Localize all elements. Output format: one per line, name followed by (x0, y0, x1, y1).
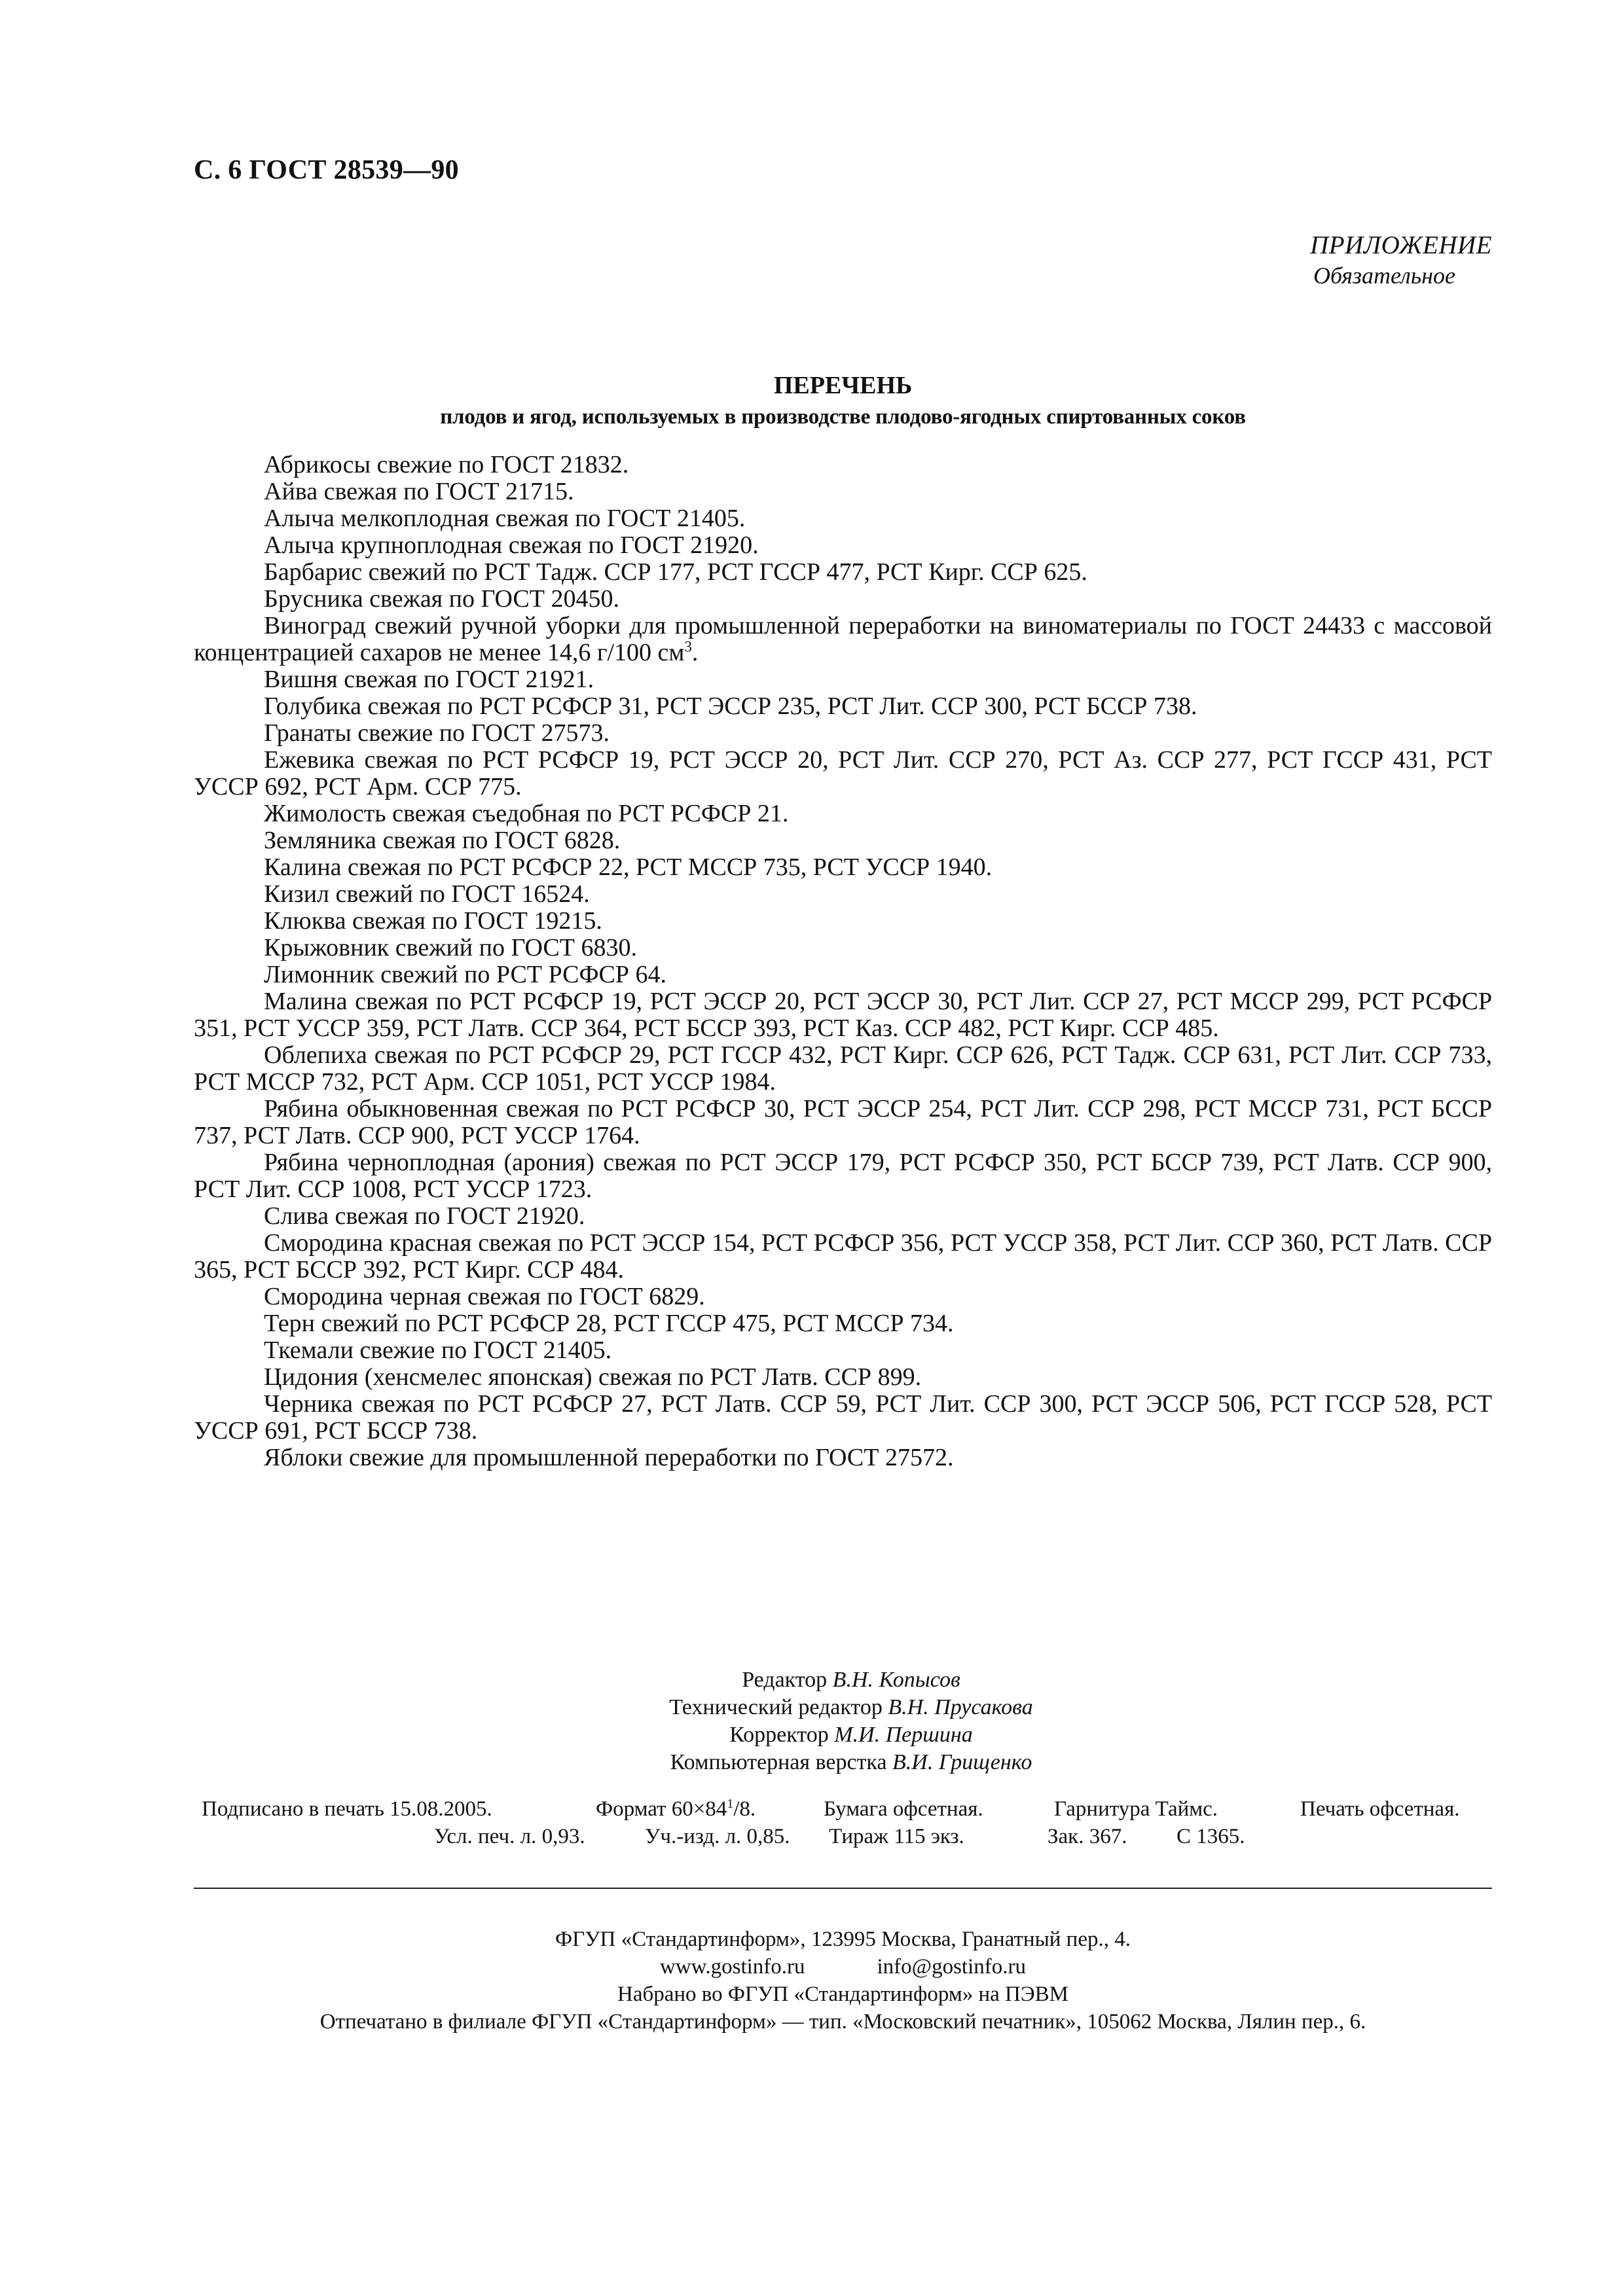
list-item: Гранаты свежие по ГОСТ 27573. (264, 719, 610, 747)
publisher-footer (194, 1926, 1492, 2036)
list-item: Алыча мелкоплодная свежая по ГОСТ 21405. (264, 505, 746, 532)
superscript: 1 (727, 1797, 734, 1811)
list-title: ПЕРЕЧЕНЬ (773, 372, 913, 399)
list-item: Клюква свежая по ГОСТ 19215. (264, 907, 602, 935)
print-type: Печать офсетная. (1300, 1797, 1460, 1821)
list-item: Ежевика свежая по РСТ РСФСР 19, РСТ ЭССР 20, РСТ Лит. ССР 270, РСТ Аз. ССР 277, РСТ ГССР 431, РСТ УССР 692, РСТ Арм. ССР 775. (194, 746, 1492, 800)
printed-sheets: Усл. печ. л. 0,93. (434, 1825, 585, 1848)
paper-type: Бумага офсетная. (824, 1797, 983, 1821)
website-link[interactable]: www.gostinfo.ru (660, 1955, 805, 1979)
list-item: Яблоки свежие для промышленной переработки по ГОСТ 27572. (264, 1444, 954, 1471)
typeface: Гарнитура Таймс. (1054, 1797, 1218, 1821)
fruit-list (194, 452, 1492, 1471)
list-item: Терн свежий по РСТ РСФСР 28, РСТ ГССР 475, РСТ МССР 734. (264, 1310, 954, 1337)
proofreader-role: Корректор (729, 1723, 829, 1747)
code: С 1365. (1176, 1825, 1245, 1848)
tech-editor-line (642, 1694, 1061, 1721)
divider (194, 1888, 1492, 1889)
contact-line (194, 1953, 1492, 1981)
order-number: Зак. 367. (1048, 1825, 1127, 1848)
tech-editor-role: Технический редактор (669, 1695, 883, 1719)
list-item: Смородина черная свежая по ГОСТ 6829. (264, 1283, 705, 1310)
list-item: Рябина обыкновенная свежая по РСТ РСФСР 30, РСТ ЭССР 254, РСТ Лит. ССР 298, РСТ МССР 731, РСТ БССР 737, РСТ Латв. ССР 900, РСТ УССР 1764. (194, 1095, 1492, 1149)
list-item: Голубика свежая по РСТ РСФСР 31, РСТ ЭССР 235, РСТ Лит. ССР 300, РСТ БССР 738. (264, 692, 1197, 720)
list-item: Малина свежая по РСТ РСФСР 19, РСТ ЭССР 20, РСТ ЭССР 30, РСТ Лит. ССР 27, РСТ МССР 299, РСТ РСФСР 351, РСТ УССР 359, РСТ Латв. ССР 364, РСТ БССР 393, РСТ Каз. ССР 482, РСТ Кирг. ССР 485. (194, 988, 1492, 1042)
list-item-end: . (691, 639, 699, 666)
layout-line (642, 1749, 1061, 1776)
list-item: Айва свежая по ГОСТ 21715. (264, 478, 574, 505)
editor-name: В.Н. Копысов (832, 1668, 960, 1692)
paper-format (596, 1796, 756, 1822)
editor-line (642, 1666, 1061, 1694)
list-item: Кизил свежий по ГОСТ 16524. (264, 880, 590, 908)
publisher-address: ФГУП «Стандартинформ», 123995 Москва, Гранатный пер., 4. (555, 1928, 1131, 1951)
list-item: Брусника свежая по ГОСТ 20450. (264, 585, 619, 613)
email-link[interactable]: info@gostinfo.ru (877, 1955, 1026, 1979)
signed-date: Подписано в печать 15.08.2005. (202, 1797, 492, 1821)
list-item: Калина свежая по РСТ РСФСР 22, РСТ МССР 735, РСТ УССР 1940. (264, 853, 993, 881)
layout-name: В.И. Грищенко (892, 1750, 1032, 1774)
proofreader-line (642, 1721, 1061, 1749)
list-item: Земляника свежая по ГОСТ 6828. (264, 827, 621, 854)
editor-role: Редактор (742, 1668, 828, 1692)
printed-note: Отпечатано в филиале ФГУП «Стандартинформ» — тип. «Московский печатник», 105062 Москва, Лялин пер., 6. (319, 2010, 1366, 2034)
list-item: Ткемали свежие по ГОСТ 21405. (264, 1336, 612, 1364)
list-subtitle: плодов и ягод, используемых в производстве плодово-ягодных спиртованных соков (440, 405, 1246, 429)
credits-block (642, 1666, 1061, 1776)
layout-role: Компьютерная верстка (670, 1750, 887, 1774)
list-heading (194, 370, 1492, 433)
list-item: Алыча крупноплодная свежая по ГОСТ 21920. (264, 531, 759, 559)
list-item: Черника свежая по РСТ РСФСР 27, РСТ Латв. ССР 59, РСТ Лит. ССР 300, РСТ ЭССР 506, РСТ ГССР 528, РСТ УССР 691, РСТ БССР 738. (194, 1390, 1492, 1444)
format-prefix: Формат 60×84 (596, 1797, 727, 1821)
edition-sheets: Уч.-изд. л. 0,85. (645, 1825, 790, 1848)
list-item: Абрикосы свежие по ГОСТ 21832. (264, 451, 629, 478)
appendix-title: ПРИЛОЖЕНИЕ (1310, 231, 1492, 259)
format-suffix: /8. (733, 1797, 756, 1821)
list-item: Цидония (хенсмелес японская) свежая по РСТ Латв. ССР 899. (264, 1363, 922, 1391)
page-header: С. 6 ГОСТ 28539—90 (194, 155, 459, 185)
typeset-note: Набрано во ФГУП «Стандартинформ» на ПЭВМ (617, 1982, 1069, 2006)
list-item: Жимолость свежая съедобная по РСТ РСФСР 21. (264, 800, 789, 827)
list-item: Облепиха свежая по РСТ РСФСР 29, РСТ ГССР 432, РСТ Кирг. ССР 626, РСТ Тадж. ССР 631, РСТ Лит. ССР 733, РСТ МССР 732, РСТ Арм. ССР 1051, РСТ УССР 1984. (194, 1041, 1492, 1096)
appendix-subtitle: Обязательное (1313, 262, 1455, 289)
list-item: Крыжовник свежий по ГОСТ 6830. (264, 934, 637, 961)
list-item (194, 613, 1492, 666)
list-item: Вишня свежая по ГОСТ 21921. (264, 666, 594, 693)
list-item: Рябина черноплодная (арония) свежая по РСТ ЭССР 179, РСТ РСФСР 350, РСТ БССР 739, РСТ Латв. ССР 900, РСТ Лит. ССР 1008, РСТ УССР 1723. (194, 1149, 1492, 1203)
list-item: Смородина красная свежая по РСТ ЭССР 154, РСТ РСФСР 356, РСТ УССР 358, РСТ Лит. ССР 360, РСТ Латв. ССР 365, РСТ БССР 392, РСТ Кирг. ССР 484. (194, 1229, 1492, 1283)
list-item-text: Виноград свежий ручной уборки для промышленной переработки на виноматериалы по ГОСТ 24433 с массовой концентрацией сахаров не менее 14,6 г/100 см (194, 612, 1492, 666)
tech-editor-name: В.Н. Прусакова (888, 1695, 1033, 1719)
print-run: Тираж 115 экз. (829, 1825, 964, 1848)
list-item: Барбарис свежий по РСТ Тадж. ССР 177, РСТ ГССР 477, РСТ Кирг. ССР 625. (264, 558, 1087, 586)
superscript: 3 (684, 638, 692, 655)
proofreader-name: М.И. Першина (834, 1723, 973, 1747)
list-item: Слива свежая по ГОСТ 21920. (264, 1202, 585, 1230)
list-item: Лимонник свежий по РСТ РСФСР 64. (264, 961, 666, 988)
appendix-label (1310, 230, 1492, 291)
